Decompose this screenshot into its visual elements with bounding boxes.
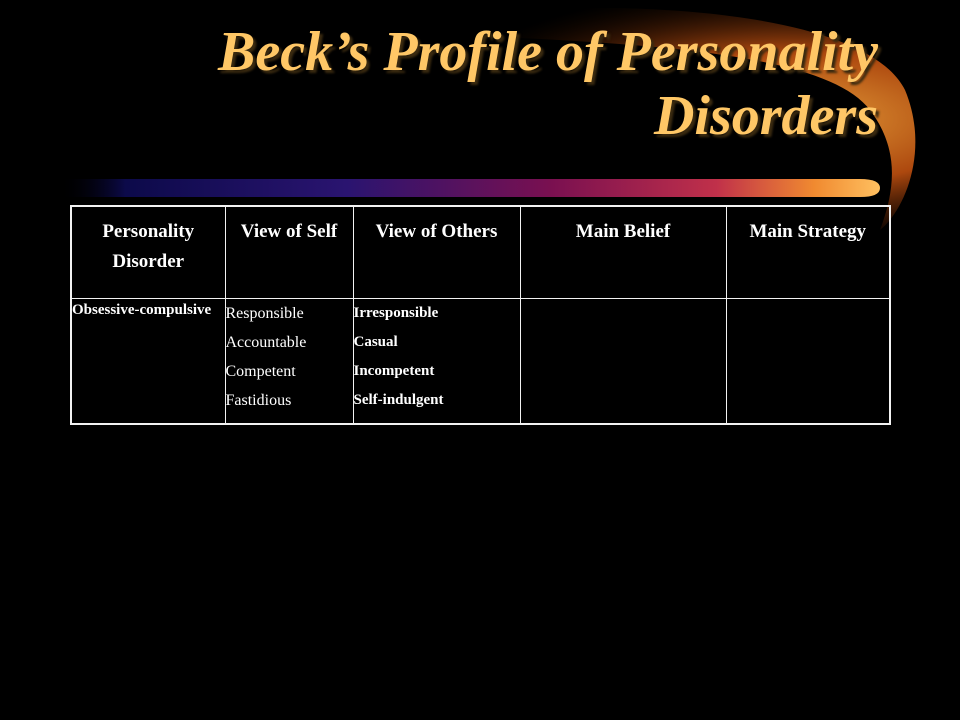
header-view-of-self: View of Self — [225, 206, 353, 298]
view-of-self-item: Fastidious — [225, 391, 292, 409]
header-main-strategy: Main Strategy — [726, 206, 890, 298]
header-main-belief: Main Belief — [520, 206, 726, 298]
header-personality-disorder: Personality Disorder — [71, 206, 225, 298]
view-of-others-item: Incompetent — [353, 362, 435, 379]
view-of-others-item: Self-indulgent — [353, 391, 444, 408]
title-line-1: Beck’s Profile of Personality — [218, 21, 878, 83]
view-of-others-item: Irresponsible — [353, 304, 439, 321]
cell-main-belief — [520, 298, 726, 424]
view-of-self-item: Accountable — [225, 333, 307, 351]
cell-disorder: Obsessive-compulsive — [71, 298, 225, 424]
slide-title — [118, 20, 878, 148]
title-line-2: Disorders — [653, 85, 878, 147]
header-view-of-others: View of Others — [353, 206, 520, 298]
view-of-self-item: Competent — [225, 362, 296, 380]
view-of-others-item: Casual — [353, 333, 398, 350]
table-row — [71, 298, 890, 424]
personality-disorder-table — [70, 205, 891, 425]
view-of-self-item: Responsible — [225, 304, 304, 322]
table-header-row — [71, 206, 890, 298]
cell-view-of-self — [225, 298, 353, 424]
cell-view-of-others — [353, 298, 520, 424]
cell-main-strategy — [726, 298, 890, 424]
